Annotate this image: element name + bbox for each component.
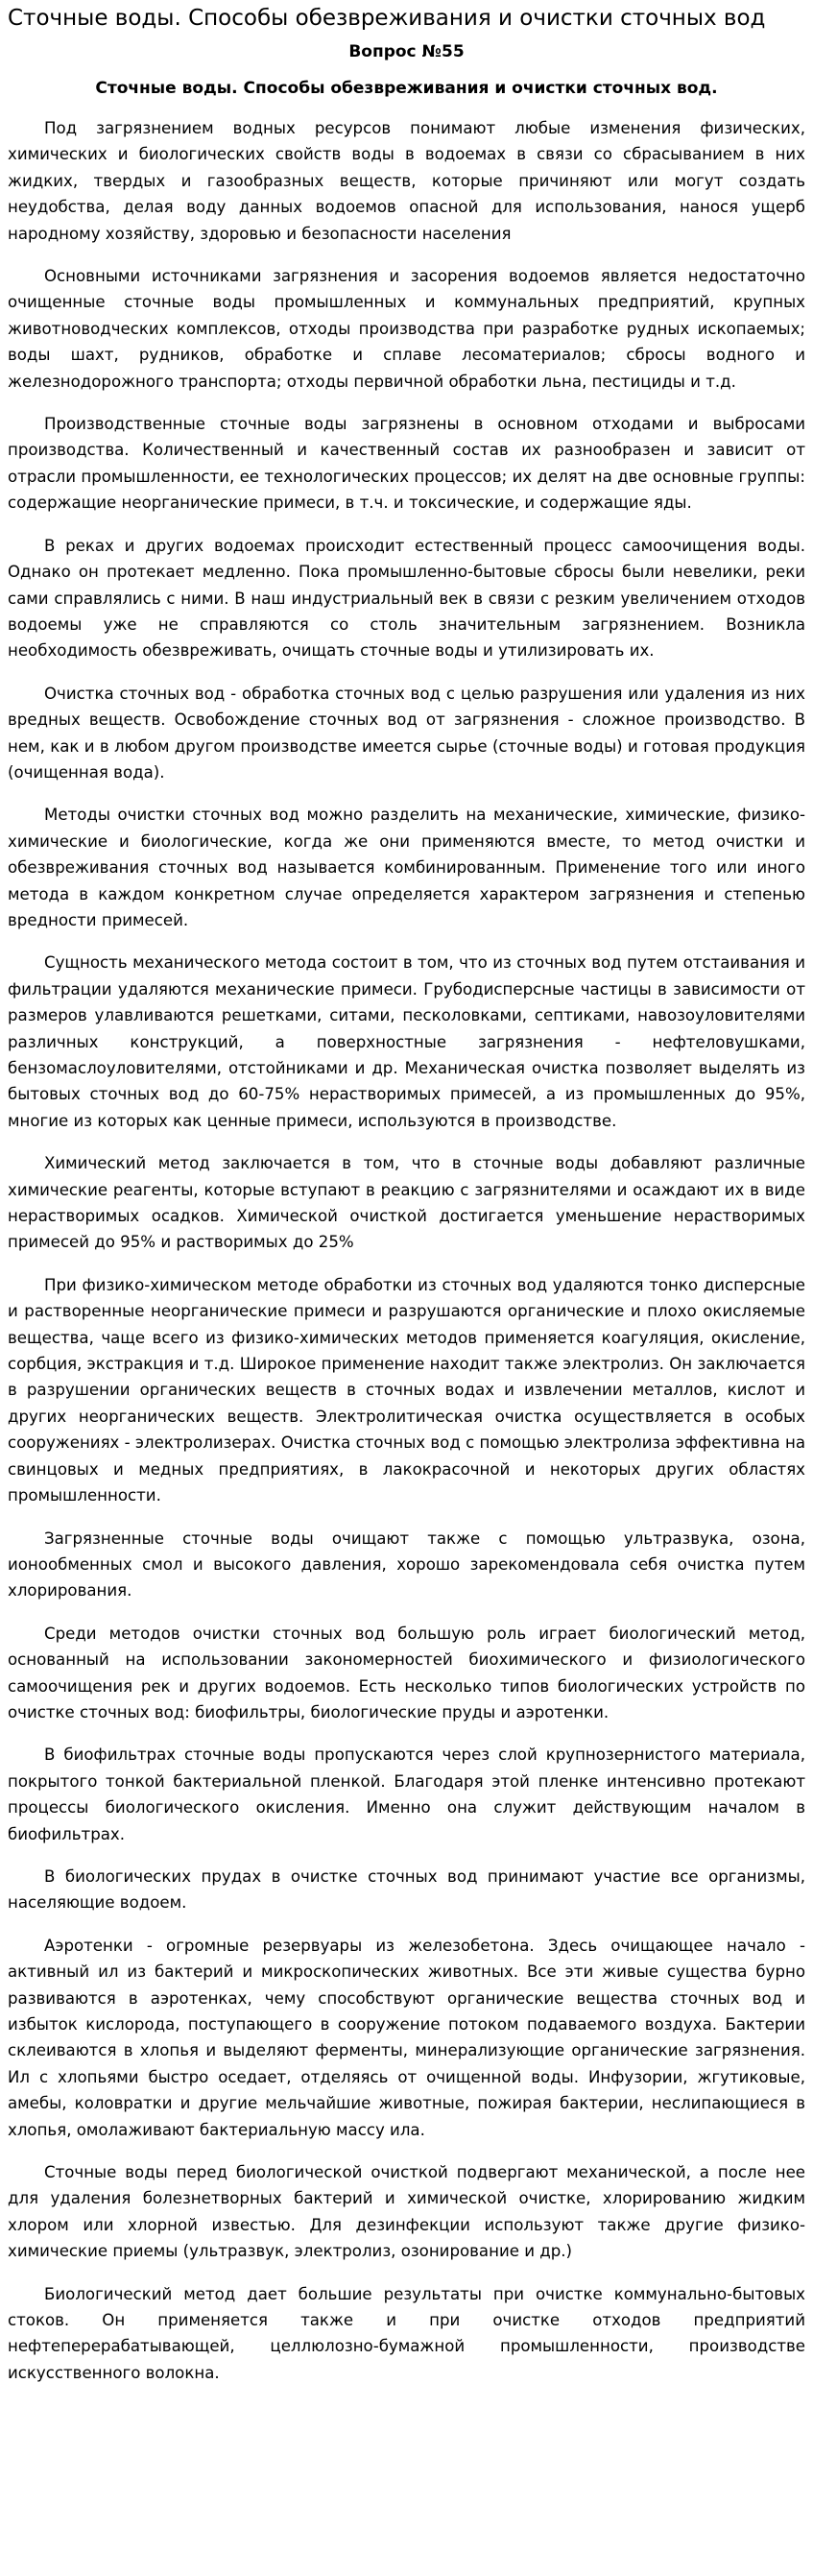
paragraph-biological-method: Среди методов очистки сточных вод большую роль играет биологический метод, основанный на использовании закономерностей биохимического и физиологического самоочищения рек и других водоемов. Есть несколько типов биологических устройств по очистке сточных вод: биофильтры, биологические пруды и аэротенки. [8,1624,805,1721]
paragraph-pollution-sources: Основными источниками загрязнения и засорения водоемов является недостаточно очищенные сточные воды промышленных и коммунальных предприятий, крупных животноводческих комплексов, отходы производства при разработке рудных ископаемых; воды шахт, рудников, обработке и сплаве лесоматериалов; сбросы водного и железнодорожного транспорта; отходы первичной обработки льна, пестициды и т.д. [8,267,805,391]
paragraph-other-methods: Загрязненные сточные воды очищают также с помощью ультразвука, озона, ионообменных смол и высокого давления, хорошо зарекомендовала себя очистка путем хлорирования. [8,1529,805,1601]
document-title: Сточные воды. Способы обезвреживания и очистки сточных вод [8,6,766,31]
paragraph-biofilters: В биофильтрах сточные воды пропускаются через слой крупнозернистого материала, покрытого тонкой бактериальной пленкой. Благодаря этой пленке интенсивно протекают процессы биологического окисления. Именно она служит действующим началом в биофильтрах. [8,1745,805,1843]
paragraph-pollution-definition: Под загрязнением водных ресурсов понимают любые изменения физических, химических и биологических свойств воды в водоемах в связи со сбрасыванием в них жидких, твердых и газообразных веществ, которые причиняют или могут создать неудобства, делая воду данных водоемов опасной для использования, нанося ущерб народному хозяйству, здоровью и безопасности населения [8,119,805,243]
paragraph-pre-post-treatment: Сточные воды перед биологической очисткой подвергают механической, а после нее для удаления болезнетворных бактерий и химической очистке, хлорированию жидким хлором или хлорной известью. Для дезинфекции используют также другие физико-химические приемы (ультразвук, электролиз, озонирование и др.) [8,2163,805,2261]
paragraph-wastewater-treatment: Очистка сточных вод - обработка сточных вод с целью разрушения или удаления из них вредных веществ. Освобождение сточных вод от загрязнения - сложное производство. В нем, как и в любом другом производстве имеется сырье (сточные воды) и готовая продукция (очищенная вода). [8,684,805,782]
paragraph-treatment-methods: Методы очистки сточных вод можно разделить на механические, химические, физико-химические и биологические, когда же они применяются вместе, то метод очистки и обезвреживания сточных вод называется комбинированным. Применение того или иного метода в каждом конкретном случае определяется характером загрязнения и степенью вредности примесей. [8,806,805,929]
paragraph-self-purification: В реках и других водоемах происходит естественный процесс самоочищения воды. Однако он протекает медленно. Пока промышленно-бытовые сбросы были невелики, реки сами справлялись с ними. В наш индустриальный век в связи с резким увеличением отходов водоемы уже не справляются со столь значительным загрязнением. Возникла необходимость обезвреживать, очищать сточные воды и утилизировать их. [8,536,805,661]
paragraph-industrial-wastewater: Производственные сточные воды загрязнены в основном отходами и выбросами производства. Количественный и качественный состав их разнообразен и зависит от отрасли промышленности, ее технологических процессов; их делят на две основные группы: содержащие неорганические примеси, в т.ч. и токсические, и содержащие яды. [8,415,805,513]
paragraph-chemical-method: Химический метод заключается в том, что в сточные воды добавляют различные химические реагенты, которые вступают в реакцию с загрязнителями и осаждают их в виде нерастворимых осадков. Химической очисткой достигается уменьшение нерастворимых примесей до 95% и растворимых до 25% [8,1154,805,1252]
question-number: Вопрос №55 [348,42,465,61]
paragraph-aerotanks: Аэротенки - огромные резервуары из железобетона. Здесь очищающее начало - активный ил из бактерий и микроскопических животных. Все эти живые существа бурно развиваются в аэротенках, чему способствуют органические вещества сточных вод и избыток кислорода, поступающего в сооружение потоком подаваемого воздуха. Бактерии склеиваются в хлопья и выделяют ферменты, минерализующие органические загрязнения. Ил с хлопьями быстро оседает, отделяясь от очищенной воды. Инфузории, жгутиковые, амебы, коловратки и другие мельчайшие животные, пожирая бактерии, неслипающиеся в хлопья, омолаживают бактериальную массу ила. [8,1936,805,2139]
section-heading: Сточные воды. Способы обезвреживания и очистки сточных вод. [95,79,718,98]
paragraph-biological-results: Биологический метод дает большие результаты при очистке коммунально-бытовых стоков. Он применяется также и при очистке отходов предприятий нефтеперерабатывающей, целлюлозно-бумажной промышленности, производстве искусственного волокна. [8,2284,805,2382]
paragraph-biological-ponds: В биологических прудах в очистке сточных вод принимают участие все организмы, населяющие водоем. [8,1866,805,1913]
paragraph-physicochemical-method: При физико-химическом методе обработки из сточных вод удаляются тонко дисперсные и растворенные неорганические примеси и разрушаются органические и плохо окисляемые вещества, чаще всего из физико-химических методов применяется коагуляция, окисление, сорбция, экстракция и т.д. Широкое применение находит также электролиз. Он заключается в разрушении органических веществ в сточных водах и извлечении металлов, кислот и других неорганических веществ. Электролитическая очистка осуществляется в особых сооружениях - электролизерах. Очистка сточных вод с помощью электролиза эффективна на свинцовых и медных предприятиях, в лакокрасочной и некоторых других областях промышленности. [8,1275,806,1505]
paragraph-mechanical-method: Сущность механического метода состоит в том, что из сточных вод путем отстаивания и фильтрации удаляются механические примеси. Грубодисперсные частицы в зависимости от размеров улавливаются решетками, ситами, песколовками, септиками, навозоуловителями различных конструкций, а поверхностные загрязнения - нефтеловушками, бензомаслоуловителями, отстойниками и др. Механическая очистка позволяет выделять из бытовых сточных вод до 60-75% нерастворимых примесей, а из промышленных до 95%, многие из которых как ценные примеси, используются в производстве. [8,953,805,1130]
